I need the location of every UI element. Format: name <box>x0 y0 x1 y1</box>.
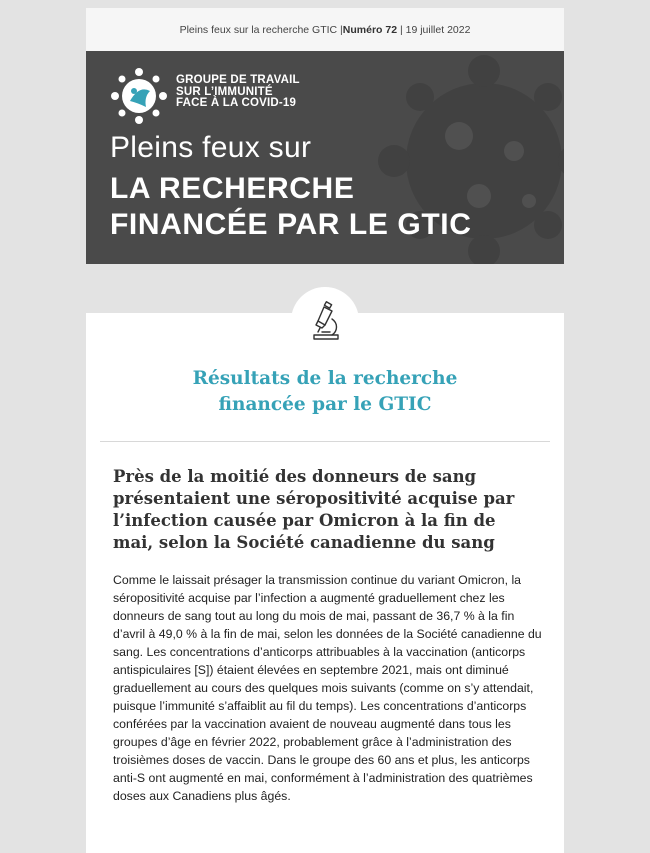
hero-title-light: Pleins feux sur <box>110 131 312 164</box>
hero-banner <box>86 51 564 264</box>
org-name-line: FACE À LA COVID-19 <box>176 97 297 109</box>
article-body: Comme le laissait présager la transmission continue du variant Omicron, la séropositivité acquise par l’infection a augmenté graduellement chez les donneurs de sang tout au long du mois de mai, passant de 36,7 % à la fin d’avril à 49,0 % à la fin de mai, selon les données de la Société canadienne du sang. Les concentrations d’anticorps attribuables à la vaccination (anticorps antispiculaires [S]) étaient élevées en septembre 2021, mais ont diminué graduellement au cours des quelques mois suivants (comme on s’y attendait, puisque l’immunité s’affaiblit au fil du temps). Les concentrations d’anticorps conférées par la vaccination avaient de nouveau augmenté dans tous les groupes d’âge en février 2022, probablement grâce à l’administration des troisièmes doses de vaccin. Dans le groupe des 60 ans et plus, les anticorps anti-S ont augmenté en mai, conformément à l’administration des quatrièmes doses aux Canadiens plus âgés. <box>113 573 542 803</box>
date-separator: | <box>397 23 406 36</box>
article-headline: Près de la moitié des donneurs de sang présentaient une séropositivité acquise par l’infection causée par Omicron à la fin de mai, selon la Société canadienne du sang <box>113 467 515 552</box>
org-name <box>176 75 300 110</box>
microscope-icon <box>308 301 342 341</box>
hero-title-bold <box>110 171 471 243</box>
gtic-logo-icon <box>110 67 168 125</box>
section-title-line: Résultats de la recherche <box>192 368 458 389</box>
issue-date: 19 juillet 2022 <box>405 23 471 36</box>
section-icon-badge <box>291 287 359 355</box>
newsletter-name: Pleins feux sur la recherche GTIC | <box>179 23 343 36</box>
divider <box>100 441 550 442</box>
org-name-line: GROUPE DE TRAVAIL <box>176 74 300 86</box>
issue-number: Numéro 72 <box>342 23 398 36</box>
hero-title-line: FINANCÉE PAR LE GTIC <box>110 208 472 241</box>
newsletter-header-bar <box>86 8 564 51</box>
section-title-line: financée par le GTIC <box>218 394 432 415</box>
hero-title-line: LA RECHERCHE <box>110 172 355 205</box>
org-name-line: SUR L’IMMUNITÉ <box>176 85 273 98</box>
section-title <box>86 366 564 418</box>
